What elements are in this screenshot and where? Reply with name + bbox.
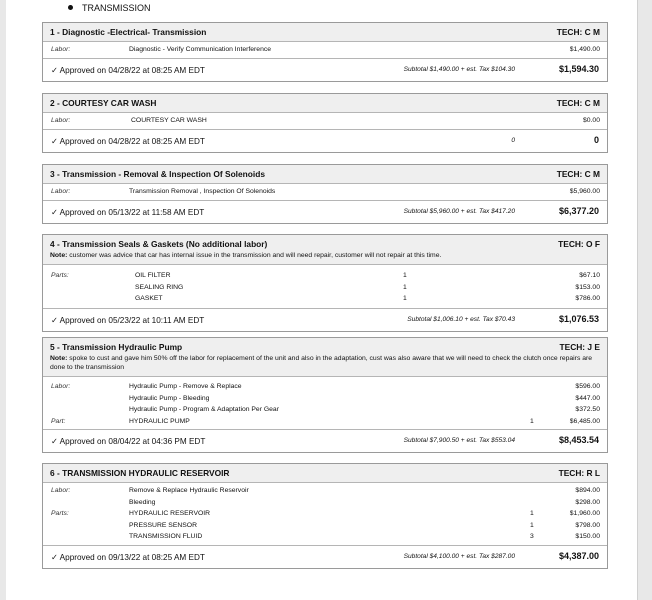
job-total: $6,377.20	[558, 205, 599, 216]
job-card-3	[42, 164, 608, 224]
subtotal-text: Subtotal $5,960.00 + est. Tax $417.20	[403, 207, 515, 215]
line-amount: $1,490.00	[569, 46, 600, 53]
job-total: 0	[593, 134, 599, 145]
line-qty: 1	[403, 283, 407, 291]
job-line	[43, 532, 607, 544]
line-desc: Bleeding	[129, 498, 156, 506]
line-amount: $5,960.00	[569, 188, 600, 195]
job-total: $4,387.00	[558, 550, 599, 561]
job-lines	[43, 42, 607, 59]
job-lines	[43, 184, 607, 201]
line-type: Labor:	[51, 117, 71, 124]
line-desc: OIL FILTER	[135, 272, 171, 279]
subtotal-text: Subtotal $1,006.10 + est. Tax $70.43	[407, 315, 515, 323]
line-amount: $67.10	[579, 272, 600, 279]
job-note	[50, 251, 600, 260]
subtotal-text: Subtotal $4,100.00 + est. Tax $287.00	[403, 552, 515, 560]
line-desc: Remove & Replace Hydraulic Reservoir	[129, 487, 249, 494]
line-type: Part:	[51, 417, 66, 425]
line-amount: $6,485.00	[569, 417, 600, 425]
job-footer	[43, 130, 607, 152]
approved-text: ✓ Approved on 04/28/22 at 08:25 AM EDT	[51, 65, 205, 75]
page-edge-left	[0, 0, 6, 600]
job-tech: TECH: R L	[558, 468, 600, 478]
job-card-6	[42, 463, 608, 569]
job-line	[43, 498, 607, 510]
line-desc: HYDRAULIC PUMP	[129, 417, 190, 425]
job-title: 1 - Diagnostic -Electrical- Transmission	[50, 27, 207, 37]
approved-text: ✓ Approved on 05/13/22 at 11:58 AM EDT	[51, 207, 205, 217]
job-header	[43, 235, 607, 265]
line-amount: $153.00	[575, 283, 600, 291]
job-card-4	[42, 234, 608, 332]
job-header	[43, 94, 607, 113]
job-title: 6 - TRANSMISSION HYDRAULIC RESERVOIR	[50, 468, 230, 478]
job-title: 5 - Transmission Hydraulic Pump	[50, 342, 183, 352]
job-tech: TECH: C M	[556, 27, 600, 37]
job-line	[43, 283, 607, 295]
job-line	[43, 509, 607, 521]
line-desc: Hydraulic Pump - Remove & Replace	[129, 383, 242, 390]
line-amount: $372.50	[575, 406, 600, 413]
job-footer	[43, 546, 607, 568]
line-qty: 1	[403, 295, 407, 302]
job-line	[43, 116, 607, 128]
job-header	[43, 23, 607, 42]
line-type: Labor:	[51, 188, 71, 195]
job-header	[43, 338, 607, 377]
approved-text: ✓ Approved on 09/13/22 at 08:25 AM EDT	[51, 552, 205, 562]
job-line	[43, 405, 607, 417]
line-type: Labor:	[51, 383, 71, 390]
line-amount: $0.00	[582, 117, 600, 124]
subtotal-text: 0	[511, 136, 515, 144]
line-qty: 1	[530, 510, 534, 517]
line-qty: 1	[403, 272, 407, 279]
bullet-icon	[68, 5, 73, 10]
note-label: Note:	[50, 355, 68, 362]
line-type: Parts:	[51, 272, 69, 279]
page-scrollbar[interactable]	[637, 0, 652, 600]
job-card-2	[42, 93, 608, 153]
job-total: $1,076.53	[558, 313, 599, 324]
job-header	[43, 165, 607, 184]
line-desc: PRESSURE SENSOR	[129, 521, 197, 529]
job-line	[43, 382, 607, 394]
job-footer	[43, 430, 607, 452]
job-line	[43, 45, 607, 57]
line-amount: $150.00	[575, 533, 600, 540]
line-desc: GASKET	[135, 295, 163, 302]
line-qty: 1	[530, 521, 534, 529]
approved-text: ✓ Approved on 05/23/22 at 10:11 AM EDT	[51, 315, 205, 325]
job-title: 4 - Transmission Seals & Gaskets (No additional labor)	[50, 239, 268, 249]
job-tech: TECH: C M	[556, 169, 600, 179]
line-desc: TRANSMISSION FLUID	[129, 533, 203, 540]
job-footer	[43, 201, 607, 223]
job-line	[43, 394, 607, 406]
job-line	[43, 294, 607, 306]
job-title: 2 - COURTESY CAR WASH	[50, 98, 157, 108]
note-label: Note:	[50, 252, 68, 259]
job-tech: TECH: O F	[558, 239, 600, 249]
line-desc: COURTESY CAR WASH	[131, 117, 207, 124]
job-total: $8,453.54	[558, 435, 599, 445]
line-desc: Transmission Removal , Inspection Of Solenoids	[129, 188, 276, 195]
job-total: $1,594.30	[558, 63, 599, 74]
line-amount: $596.00	[575, 383, 600, 390]
line-desc: Diagnostic - Verify Communication Interference	[129, 46, 272, 53]
job-card-1	[42, 22, 608, 82]
line-desc: Hydraulic Pump - Bleeding	[129, 394, 210, 402]
line-qty: 1	[530, 417, 534, 425]
header-bullet-text: TRANSMISSION	[82, 3, 151, 13]
line-amount: $786.00	[575, 295, 600, 302]
job-header	[43, 464, 607, 483]
line-amount: $298.00	[575, 498, 600, 506]
job-line	[43, 187, 607, 199]
job-lines	[43, 265, 607, 309]
note-text: customer was advice that car has internal issue in the transmission and will need repair, customer will not repair at this time.	[69, 252, 442, 259]
line-desc: Hydraulic Pump - Program & Adaptation Per Gear	[129, 406, 279, 413]
line-type: Labor:	[51, 46, 71, 53]
job-tech: TECH: J E	[559, 342, 600, 352]
approved-text: ✓ Approved on 08/04/22 at 04:36 PM EDT	[51, 437, 206, 446]
job-tech: TECH: C M	[556, 98, 600, 108]
job-lines	[43, 483, 607, 546]
line-amount: $1,960.00	[569, 510, 600, 517]
job-note	[50, 354, 600, 372]
line-type: Labor:	[51, 487, 71, 494]
line-qty: 3	[530, 533, 534, 540]
line-desc: SEALING RING	[135, 283, 184, 291]
approved-text: ✓ Approved on 04/28/22 at 08:25 AM EDT	[51, 136, 205, 146]
line-amount: $798.00	[575, 521, 600, 529]
line-amount: $447.00	[575, 394, 600, 402]
job-line	[43, 417, 607, 429]
job-footer	[43, 59, 607, 81]
job-line	[43, 486, 607, 498]
header-bullet	[68, 3, 151, 13]
job-line	[43, 271, 607, 283]
job-lines	[43, 377, 607, 430]
line-amount: $894.00	[575, 487, 600, 494]
job-line	[43, 521, 607, 533]
line-desc: HYDRAULIC RESERVOIR	[129, 510, 211, 517]
job-title: 3 - Transmission - Removal & Inspection Of Solenoids	[50, 169, 266, 179]
job-lines	[43, 113, 607, 130]
line-type: Parts:	[51, 510, 69, 517]
note-text: spoke to cust and gave him 50% off the labor for replacement of the unit and also in the adaptation, cust was also aware that we will need to check the clutch once repairs are done to the transmission	[50, 355, 593, 371]
subtotal-text: Subtotal $1,490.00 + est. Tax $104.30	[403, 65, 515, 73]
job-card-5	[42, 337, 608, 453]
subtotal-text: Subtotal $7,900.50 + est. Tax $553.04	[403, 437, 515, 444]
job-footer	[43, 309, 607, 331]
